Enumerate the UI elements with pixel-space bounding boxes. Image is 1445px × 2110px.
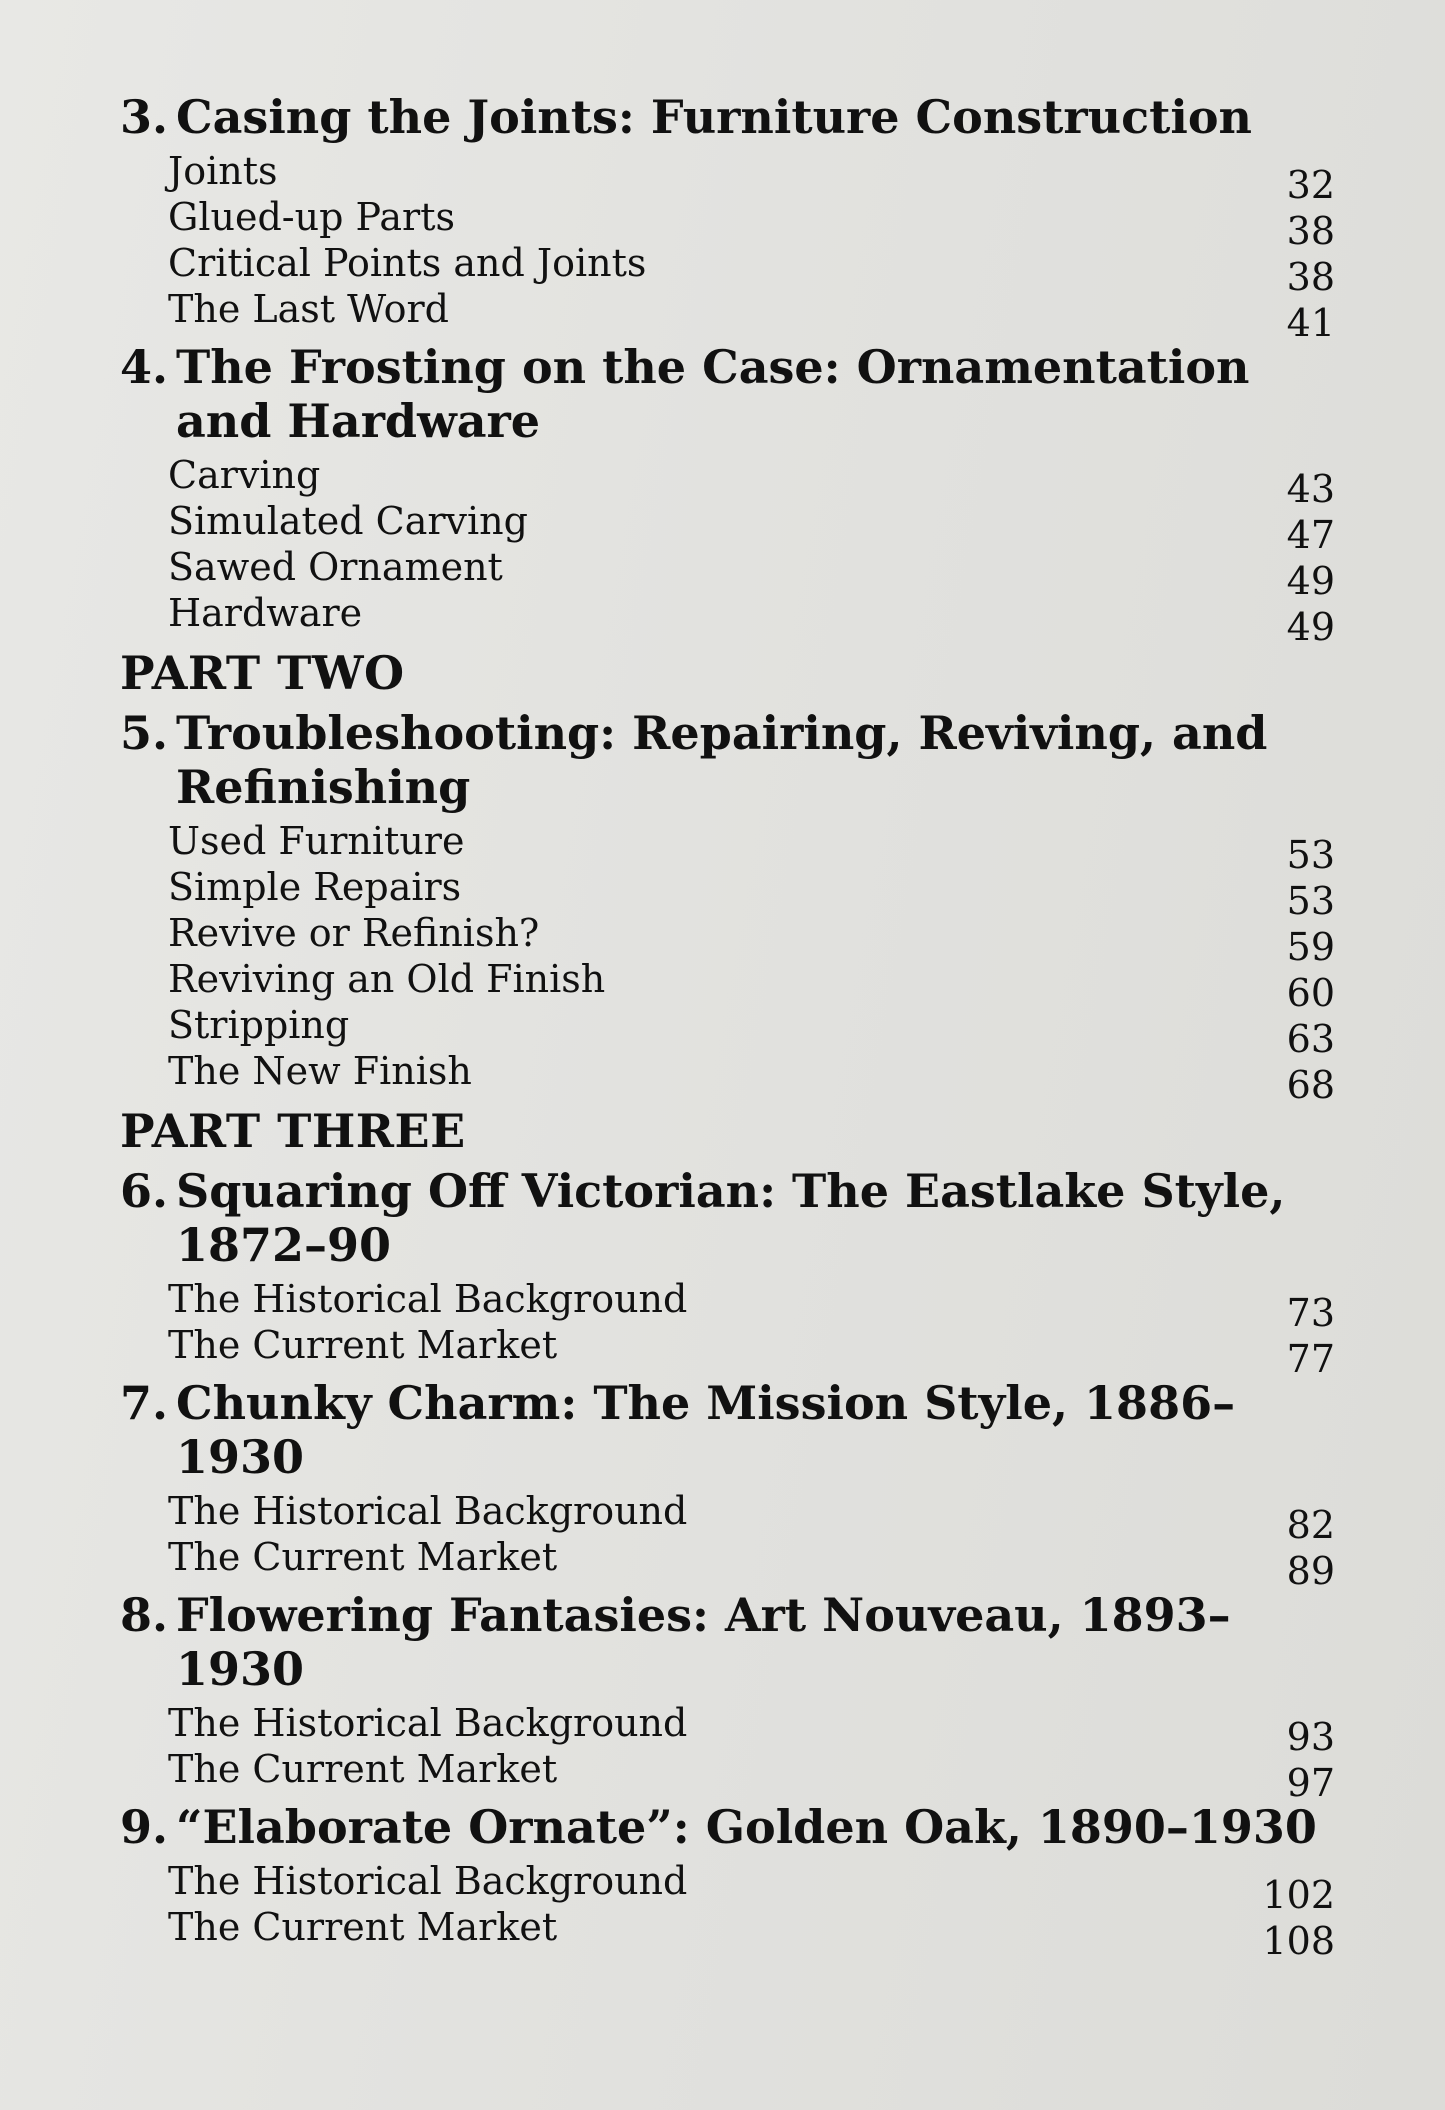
toc-entry <box>120 818 1335 877</box>
entry-page-number: 32 <box>1286 163 1335 207</box>
chapter-heading <box>120 1164 1335 1272</box>
toc-entry <box>120 1534 1335 1593</box>
entry-label: The Current Market <box>168 1323 558 1367</box>
chapter-section <box>120 1588 1335 1805</box>
entry-label: Hardware <box>168 591 363 635</box>
entry-label: Stripping <box>168 1003 350 1047</box>
toc-entry <box>120 1746 1335 1805</box>
chapter-heading <box>120 1800 1335 1854</box>
entry-page-number: 53 <box>1286 833 1335 877</box>
entry-page-number: 73 <box>1286 1291 1335 1335</box>
entry-label: The Current Market <box>168 1535 558 1579</box>
entry-page-number: 60 <box>1286 971 1335 1015</box>
toc-entry <box>120 498 1335 557</box>
entry-page-number: 43 <box>1286 467 1335 511</box>
toc-entry <box>120 1002 1335 1061</box>
entry-label: Glued-up Parts <box>168 195 455 239</box>
chapter-title: The Frosting on the Case: Ornamentation and Hardware <box>176 340 1250 448</box>
entry-label: Revive or Refinish? <box>168 911 540 955</box>
chapter-number: 7. <box>120 1376 169 1430</box>
entry-page-number: 77 <box>1286 1337 1335 1381</box>
part-heading: PART THREE <box>120 1104 466 1158</box>
chapter-heading <box>120 1376 1335 1484</box>
entry-page-number: 41 <box>1286 301 1335 345</box>
chapter-title: Squaring Off Victorian: The Eastlake Style, 1872–90 <box>176 1164 1286 1272</box>
entry-page-number: 68 <box>1286 1063 1335 1107</box>
entry-label: The Last Word <box>168 287 449 331</box>
chapter-section <box>120 1164 1335 1381</box>
chapter-title: Chunky Charm: The Mission Style, 1886–1930 <box>176 1376 1236 1484</box>
toc-entry <box>120 286 1335 345</box>
entry-label: Critical Points and Joints <box>168 241 647 285</box>
chapter-title: “Elaborate Ornate”: Golden Oak, 1890–1930 <box>176 1800 1317 1854</box>
entry-list <box>120 452 1335 649</box>
toc-entry <box>120 1488 1335 1547</box>
entry-list <box>120 1488 1335 1593</box>
entry-page-number: 38 <box>1286 255 1335 299</box>
entry-label: Sawed Ornament <box>168 545 503 589</box>
chapter-number: 9. <box>120 1800 169 1854</box>
entry-label: Used Furniture <box>168 819 465 863</box>
chapter-section <box>120 1800 1335 1963</box>
toc-entry <box>120 1322 1335 1381</box>
entry-label: Simple Repairs <box>168 865 462 909</box>
entry-page-number: 102 <box>1262 1873 1335 1917</box>
entry-page-number: 63 <box>1286 1017 1335 1061</box>
chapter-heading <box>120 706 1335 814</box>
toc-entry <box>120 1048 1335 1107</box>
entry-list <box>120 1700 1335 1805</box>
toc-entry <box>120 1700 1335 1759</box>
entry-page-number: 82 <box>1286 1503 1335 1547</box>
table-of-contents <box>120 90 1335 1963</box>
toc-entry <box>120 590 1335 649</box>
part-heading: PART TWO <box>120 646 405 700</box>
entry-page-number: 108 <box>1262 1919 1335 1963</box>
chapter-section <box>120 340 1335 649</box>
chapter-section <box>120 1376 1335 1593</box>
entry-label: Reviving an Old Finish <box>168 957 606 1001</box>
chapter-section <box>120 706 1335 1107</box>
chapter-heading <box>120 340 1335 448</box>
entry-page-number: 53 <box>1286 879 1335 923</box>
entry-label: The Historical Background <box>168 1859 688 1903</box>
entry-page-number: 49 <box>1286 605 1335 649</box>
entry-page-number: 47 <box>1286 513 1335 557</box>
toc-entry <box>120 544 1335 603</box>
chapter-heading <box>120 90 1335 144</box>
entry-list <box>120 1858 1335 1963</box>
chapter-number: 8. <box>120 1588 169 1642</box>
entry-label: The Historical Background <box>168 1489 688 1533</box>
entry-label: The Historical Background <box>168 1277 688 1321</box>
entry-page-number: 59 <box>1286 925 1335 969</box>
chapter-title: Troubleshooting: Repairing, Reviving, and Refinishing <box>176 706 1268 814</box>
toc-entry <box>120 148 1335 207</box>
toc-entry <box>120 240 1335 299</box>
entry-list <box>120 1276 1335 1381</box>
chapter-heading <box>120 1588 1335 1696</box>
chapter-number: 6. <box>120 1164 169 1218</box>
entry-label: The New Finish <box>168 1049 472 1093</box>
toc-entry <box>120 956 1335 1015</box>
entry-page-number: 93 <box>1286 1715 1335 1759</box>
chapter-title: Flowering Fantasies: Art Nouveau, 1893–1930 <box>176 1588 1231 1696</box>
entry-page-number: 97 <box>1286 1761 1335 1805</box>
entry-list <box>120 148 1335 345</box>
entry-list <box>120 818 1335 1107</box>
chapter-number: 5. <box>120 706 169 760</box>
entry-label: The Historical Background <box>168 1701 688 1745</box>
entry-page-number: 49 <box>1286 559 1335 603</box>
chapter-section <box>120 90 1335 345</box>
entry-label: The Current Market <box>168 1747 558 1791</box>
toc-entry <box>120 910 1335 969</box>
toc-entry <box>120 864 1335 923</box>
toc-entry <box>120 452 1335 511</box>
entry-label: Simulated Carving <box>168 499 528 543</box>
toc-entry <box>120 1276 1335 1335</box>
chapter-number: 3. <box>120 90 169 144</box>
entry-label: The Current Market <box>168 1905 558 1949</box>
entry-label: Carving <box>168 453 321 497</box>
entry-page-number: 38 <box>1286 209 1335 253</box>
toc-entry <box>120 1904 1335 1963</box>
chapter-title: Casing the Joints: Furniture Construction <box>176 90 1252 144</box>
entry-page-number: 89 <box>1286 1549 1335 1593</box>
toc-entry <box>120 1858 1335 1917</box>
toc-entry <box>120 194 1335 253</box>
chapter-number: 4. <box>120 340 169 394</box>
entry-label: Joints <box>168 149 278 193</box>
